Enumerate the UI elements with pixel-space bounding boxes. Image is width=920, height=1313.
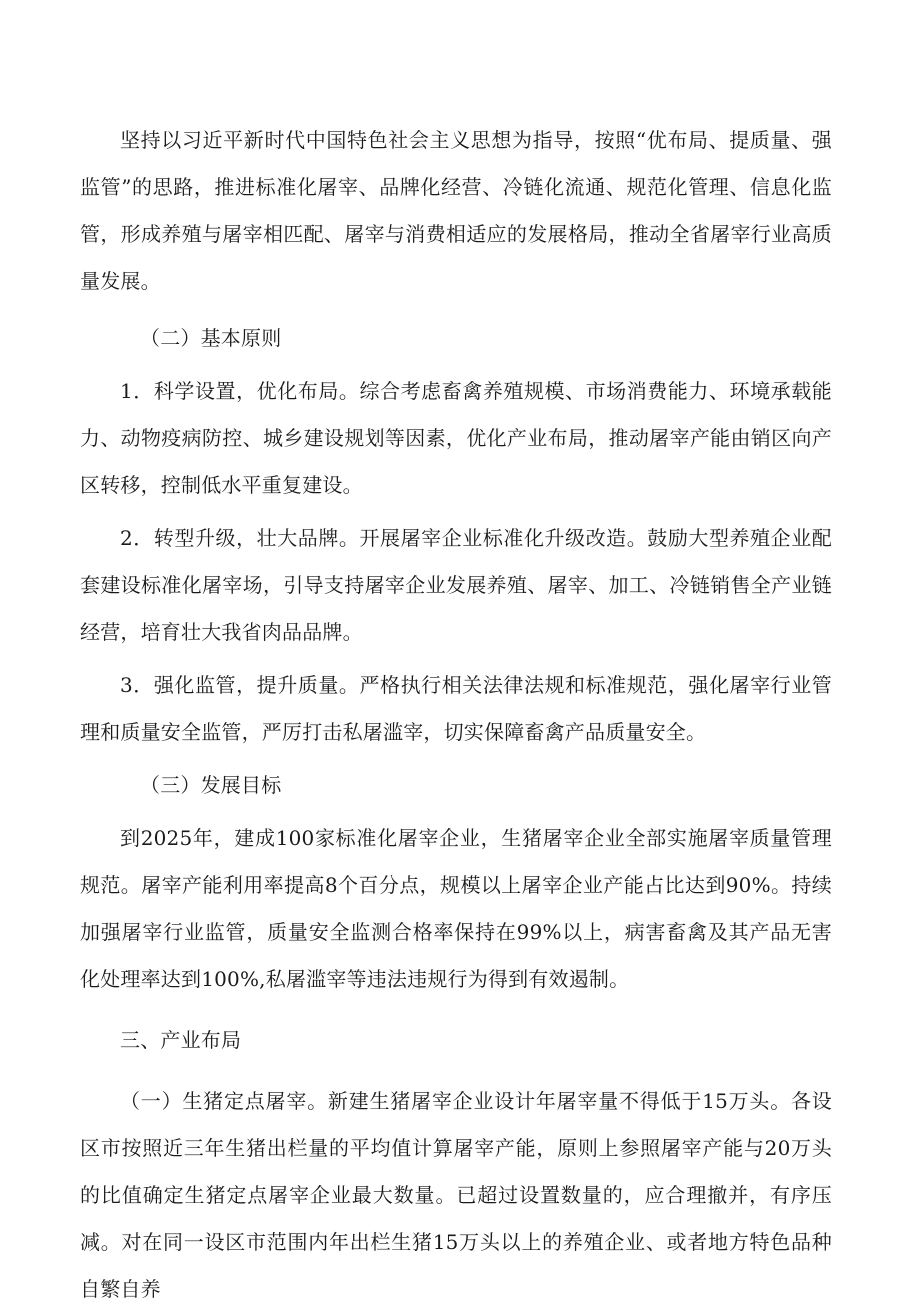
principle-1-paragraph: 1．科学设置，优化布局。综合考虑畜禽养殖规模、市场消费能力、环境承载能力、动物疫病防控、城乡建设规划等因素，优化产业布局，推动屠宰产能由销区向产区转移，控制低水平重复建设。 [80, 379, 832, 497]
pig-slaughter-paragraph: （一）生猪定点屠宰。新建生猪屠宰企业设计年屠宰量不得低于15万头。各设区市按照近三年生猪出栏量的平均值计算屠宰产能，原则上参照屠宰产能与20万头的比值确定生猪定点屠宰企业最大数量。已超过设置数量的，应合理撤并，有序压减。对在同一设区市范围内年出栏生猪15万头以上的养殖企业、或者地方特色品种自繁自养 [80, 1089, 832, 1301]
section-heading-basic-principles: （二）基本原则 [140, 326, 282, 350]
development-goals-paragraph: 到2025年，建成100家标准化屠宰企业，生猪屠宰企业全部实施屠宰质量管理规范。屠宰产能利用率提高8个百分点，规模以上屠宰企业产能占比达到90%。持续加强屠宰行业监管，质量安全监测合格率保持在99%以上，病害畜禽及其产品无害化处理率达到100%,私屠滥宰等违法违规行为得到有效遏制。 [80, 826, 832, 991]
document-body [80, 117, 832, 1313]
section-heading-industry-layout: 三、产业布局 [120, 1028, 242, 1052]
guiding-ideology-paragraph: 坚持以习近平新时代中国特色社会主义思想为指导，按照“优布局、提质量、强监管”的思路，推进标准化屠宰、品牌化经营、冷链化流通、规范化管理、信息化监管，形成养殖与屠宰相匹配、屠宰与消费相适应的发展格局，推动全省屠宰行业高质量发展。 [80, 128, 832, 293]
section-heading-development-goals: （三）发展目标 [140, 773, 282, 797]
principle-2-paragraph: 2．转型升级，壮大品牌。开展屠宰企业标准化升级改造。鼓励大型养殖企业配套建设标准化屠宰场，引导支持屠宰企业发展养殖、屠宰、加工、冷链销售全产业链经营，培育壮大我省肉品品牌。 [80, 526, 832, 644]
principle-3-paragraph: 3．强化监管，提升质量。严格执行相关法律法规和标准规范，强化屠宰行业管理和质量安全监管，严厉打击私屠滥宰，切实保障畜禽产品质量安全。 [80, 673, 832, 744]
